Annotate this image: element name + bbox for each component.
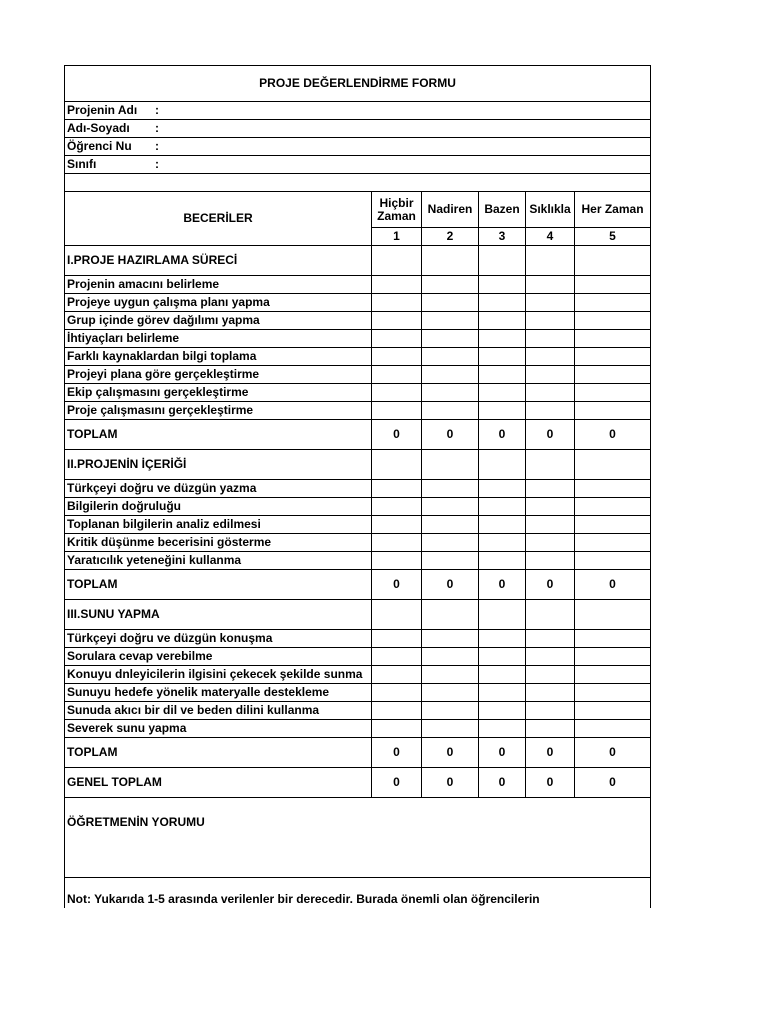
info-colon: : [155, 121, 159, 135]
note-row [65, 878, 651, 908]
empty-cell [526, 450, 575, 480]
score-number: 4 [526, 228, 575, 246]
total-value: 0 [479, 738, 526, 768]
skill-row [65, 480, 651, 498]
rating-cell[interactable] [372, 720, 422, 738]
skill-row [65, 330, 651, 348]
empty-cell [479, 450, 526, 480]
rating-cell[interactable] [526, 702, 575, 720]
rating-cell[interactable] [526, 630, 575, 648]
skill-label: Projeyi plana göre gerçekleştirme [65, 366, 372, 384]
rating-cell[interactable] [526, 480, 575, 498]
rating-cell[interactable] [372, 402, 422, 420]
rating-cell[interactable] [575, 630, 651, 648]
rating-cell[interactable] [526, 276, 575, 294]
rating-cell[interactable] [372, 384, 422, 402]
rating-cell[interactable] [479, 684, 526, 702]
rating-cell[interactable] [372, 480, 422, 498]
rating-cell[interactable] [526, 666, 575, 684]
note-text: Not: Yukarıda 1-5 arasında verilenler bir derecedir. Burada önemli olan öğrencilerin [65, 878, 651, 908]
rating-cell[interactable] [575, 384, 651, 402]
rating-cell[interactable] [526, 498, 575, 516]
grand-total-value: 0 [526, 768, 575, 798]
rating-cell[interactable] [526, 402, 575, 420]
total-value: 0 [575, 420, 651, 450]
empty-cell [526, 246, 575, 276]
rating-cell[interactable] [479, 312, 526, 330]
rating-cell[interactable] [479, 294, 526, 312]
rating-cell[interactable] [479, 480, 526, 498]
total-row [65, 420, 651, 450]
skill-row [65, 702, 651, 720]
rating-cell[interactable] [422, 294, 479, 312]
rating-cell[interactable] [422, 312, 479, 330]
skill-row [65, 684, 651, 702]
rating-cell[interactable] [479, 534, 526, 552]
info-colon: : [155, 157, 159, 171]
rating-cell[interactable] [479, 702, 526, 720]
rating-cell[interactable] [422, 330, 479, 348]
total-value: 0 [422, 738, 479, 768]
skill-label: Projenin amacını belirleme [65, 276, 372, 294]
rating-cell[interactable] [575, 666, 651, 684]
rating-cell[interactable] [422, 498, 479, 516]
blank-cell [65, 174, 651, 192]
total-value: 0 [575, 570, 651, 600]
rating-cell[interactable] [526, 294, 575, 312]
total-value: 0 [479, 570, 526, 600]
rating-cell[interactable] [422, 720, 479, 738]
empty-cell [372, 450, 422, 480]
rating-cell[interactable] [575, 276, 651, 294]
rating-cell[interactable] [526, 366, 575, 384]
score-number: 2 [422, 228, 479, 246]
total-value: 0 [422, 420, 479, 450]
rating-cell[interactable] [526, 330, 575, 348]
skill-label: Kritik düşünme becerisini gösterme [65, 534, 372, 552]
empty-cell [526, 600, 575, 630]
rating-cell[interactable] [526, 684, 575, 702]
form-title: PROJE DEĞERLENDİRME FORMU [65, 66, 651, 102]
rating-cell[interactable] [575, 480, 651, 498]
score-number: 3 [479, 228, 526, 246]
column-header-3: Bazen [479, 192, 526, 228]
rating-cell[interactable] [479, 630, 526, 648]
info-label: Öğrenci Nu [67, 139, 132, 153]
rating-cell[interactable] [372, 702, 422, 720]
rating-cell[interactable] [575, 516, 651, 534]
skill-row [65, 294, 651, 312]
info-field[interactable] [65, 156, 651, 174]
evaluation-form-table [64, 65, 651, 908]
rating-cell[interactable] [575, 498, 651, 516]
grand-total-label: GENEL TOPLAM [65, 768, 372, 798]
total-value: 0 [575, 738, 651, 768]
info-field[interactable] [65, 102, 651, 120]
rating-cell[interactable] [479, 516, 526, 534]
skills-header: BECERİLER [65, 192, 372, 246]
skill-row [65, 276, 651, 294]
section-title-row [65, 450, 651, 480]
total-row [65, 570, 651, 600]
rating-cell[interactable] [372, 666, 422, 684]
empty-cell [479, 600, 526, 630]
section-title-row [65, 600, 651, 630]
empty-cell [479, 246, 526, 276]
skill-label: Proje çalışmasını gerçekleştirme [65, 402, 372, 420]
skill-label: Projeye uygun çalışma planı yapma [65, 294, 372, 312]
rating-cell[interactable] [372, 366, 422, 384]
empty-cell [575, 450, 651, 480]
section-title: I.PROJE HAZIRLAMA SÜRECİ [65, 246, 372, 276]
section-title: III.SUNU YAPMA [65, 600, 372, 630]
rating-cell[interactable] [526, 648, 575, 666]
rating-cell[interactable] [575, 312, 651, 330]
rating-cell[interactable] [422, 534, 479, 552]
rating-cell[interactable] [575, 402, 651, 420]
skill-row [65, 402, 651, 420]
skill-label: Sorulara cevap verebilme [65, 648, 372, 666]
total-value: 0 [422, 570, 479, 600]
section-title: II.PROJENİN İÇERİĞİ [65, 450, 372, 480]
skill-label: Ekip çalışmasını gerçekleştirme [65, 384, 372, 402]
rating-cell[interactable] [422, 348, 479, 366]
info-label: Sınıfı [67, 157, 97, 171]
rating-cell[interactable] [422, 480, 479, 498]
info-row [65, 102, 651, 120]
rating-cell[interactable] [372, 276, 422, 294]
rating-cell[interactable] [372, 516, 422, 534]
rating-cell[interactable] [372, 330, 422, 348]
rating-cell[interactable] [422, 702, 479, 720]
rating-cell[interactable] [422, 366, 479, 384]
rating-cell[interactable] [526, 534, 575, 552]
column-header-5: Her Zaman [575, 192, 651, 228]
rating-cell[interactable] [575, 534, 651, 552]
section-title-row [65, 246, 651, 276]
info-colon: : [155, 139, 159, 153]
info-row [65, 138, 651, 156]
rating-cell[interactable] [422, 666, 479, 684]
rating-cell[interactable] [575, 366, 651, 384]
empty-cell [422, 246, 479, 276]
grand-total-value: 0 [372, 768, 422, 798]
empty-cell [575, 246, 651, 276]
rating-cell[interactable] [526, 312, 575, 330]
column-header-1: Hiçbir Zaman [372, 192, 422, 228]
rating-cell[interactable] [422, 630, 479, 648]
rating-cell[interactable] [372, 630, 422, 648]
rating-cell[interactable] [575, 720, 651, 738]
total-row [65, 738, 651, 768]
total-value: 0 [526, 738, 575, 768]
skill-row [65, 366, 651, 384]
skill-label: Sunuda akıcı bir dil ve beden dilini kullanma [65, 702, 372, 720]
grand-total-row [65, 768, 651, 798]
info-label: Adı-Soyadı [67, 121, 130, 135]
rating-cell[interactable] [372, 294, 422, 312]
rating-cell[interactable] [372, 534, 422, 552]
total-label: TOPLAM [65, 738, 372, 768]
skill-label: Türkçeyi doğru ve düzgün yazma [65, 480, 372, 498]
rating-cell[interactable] [372, 684, 422, 702]
empty-cell [372, 600, 422, 630]
skill-row [65, 648, 651, 666]
column-header-2: Nadiren [422, 192, 479, 228]
rating-cell[interactable] [372, 552, 422, 570]
total-value: 0 [372, 420, 422, 450]
skill-label: Bilgilerin doğruluğu [65, 498, 372, 516]
rating-cell[interactable] [479, 552, 526, 570]
skill-label: Toplanan bilgilerin analiz edilmesi [65, 516, 372, 534]
total-value: 0 [479, 420, 526, 450]
rating-cell[interactable] [575, 702, 651, 720]
column-header-4: Sıklıkla [526, 192, 575, 228]
skill-label: Sunuyu hedefe yönelik materyalle destekleme [65, 684, 372, 702]
rating-cell[interactable] [372, 312, 422, 330]
teacher-comment[interactable]: ÖĞRETMENİN YORUMU [65, 798, 651, 878]
total-value: 0 [372, 570, 422, 600]
empty-cell [422, 450, 479, 480]
empty-cell [422, 600, 479, 630]
rating-cell[interactable] [575, 648, 651, 666]
rating-cell[interactable] [526, 348, 575, 366]
rating-cell[interactable] [422, 516, 479, 534]
total-label: TOPLAM [65, 570, 372, 600]
info-field[interactable] [65, 138, 651, 156]
rating-cell[interactable] [372, 648, 422, 666]
rating-cell[interactable] [575, 330, 651, 348]
rating-cell[interactable] [479, 720, 526, 738]
header-row [65, 192, 651, 228]
rating-cell[interactable] [575, 294, 651, 312]
rating-cell[interactable] [479, 666, 526, 684]
rating-cell[interactable] [526, 384, 575, 402]
comment-row [65, 798, 651, 878]
info-field[interactable] [65, 120, 651, 138]
skill-label: Severek sunu yapma [65, 720, 372, 738]
rating-cell[interactable] [422, 402, 479, 420]
rating-cell[interactable] [422, 648, 479, 666]
empty-cell [575, 600, 651, 630]
score-number: 5 [575, 228, 651, 246]
rating-cell[interactable] [526, 516, 575, 534]
grand-total-value: 0 [422, 768, 479, 798]
skill-label: Türkçeyi doğru ve düzgün konuşma [65, 630, 372, 648]
skill-row [65, 384, 651, 402]
total-value: 0 [526, 420, 575, 450]
skill-label: Yaratıcılık yeteneğini kullanma [65, 552, 372, 570]
grand-total-value: 0 [575, 768, 651, 798]
rating-cell[interactable] [422, 684, 479, 702]
rating-cell[interactable] [372, 348, 422, 366]
info-row [65, 120, 651, 138]
score-number: 1 [372, 228, 422, 246]
total-value: 0 [526, 570, 575, 600]
info-row [65, 156, 651, 174]
rating-cell[interactable] [422, 276, 479, 294]
rating-cell[interactable] [479, 348, 526, 366]
empty-cell [372, 246, 422, 276]
rating-cell[interactable] [479, 648, 526, 666]
rating-cell[interactable] [479, 276, 526, 294]
skill-row [65, 552, 651, 570]
rating-cell[interactable] [479, 330, 526, 348]
skill-label: İhtiyaçları belirleme [65, 330, 372, 348]
skill-row [65, 516, 651, 534]
total-value: 0 [372, 738, 422, 768]
rating-cell[interactable] [372, 498, 422, 516]
info-colon: : [155, 103, 159, 117]
rating-cell[interactable] [479, 366, 526, 384]
rating-cell[interactable] [479, 402, 526, 420]
rating-cell[interactable] [526, 552, 575, 570]
grand-total-value: 0 [479, 768, 526, 798]
skill-row [65, 498, 651, 516]
info-label: Projenin Adı [67, 103, 138, 117]
rating-cell[interactable] [575, 552, 651, 570]
skill-row [65, 630, 651, 648]
rating-cell[interactable] [575, 348, 651, 366]
skill-row [65, 666, 651, 684]
rating-cell[interactable] [422, 384, 479, 402]
total-label: TOPLAM [65, 420, 372, 450]
skill-label: Konuyu dnleyicilerin ilgisini çekecek şekilde sunma [65, 666, 372, 684]
rating-cell[interactable] [575, 684, 651, 702]
spacer-row [65, 174, 651, 192]
rating-cell[interactable] [526, 720, 575, 738]
skill-row [65, 348, 651, 366]
rating-cell[interactable] [422, 552, 479, 570]
skill-label: Farklı kaynaklardan bilgi toplama [65, 348, 372, 366]
rating-cell[interactable] [479, 384, 526, 402]
skill-row [65, 720, 651, 738]
skill-row [65, 312, 651, 330]
rating-cell[interactable] [479, 498, 526, 516]
skill-label: Grup içinde görev dağılımı yapma [65, 312, 372, 330]
title-row [65, 66, 651, 102]
skill-row [65, 534, 651, 552]
